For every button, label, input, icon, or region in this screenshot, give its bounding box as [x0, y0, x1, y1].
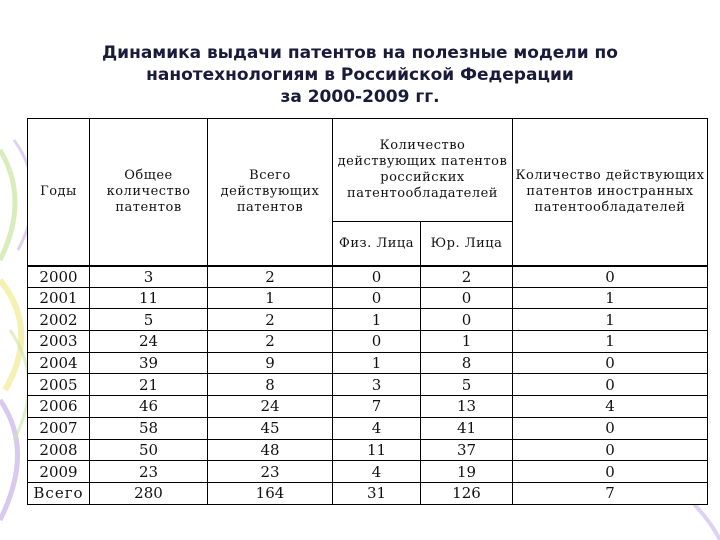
cell-legal: 19: [421, 461, 513, 483]
header-total-active: Всего действующих патентов: [208, 119, 333, 266]
table-row: [28, 461, 708, 483]
cell-individuals: 4: [333, 417, 421, 439]
table-row: [28, 266, 708, 288]
cell-foreign: 1: [513, 331, 708, 353]
cell-legal: 5: [421, 374, 513, 396]
cell-active: 1: [208, 287, 333, 309]
cell-year: 2002: [28, 309, 90, 331]
cell-legal: 1: [421, 331, 513, 353]
table-row: [28, 331, 708, 353]
table-row: [28, 374, 708, 396]
cell-active: 2: [208, 266, 333, 288]
cell-individuals: 31: [333, 482, 421, 504]
table-row: [28, 417, 708, 439]
header-individuals: Физ. Лица: [333, 222, 421, 266]
cell-year: 2006: [28, 396, 90, 418]
cell-foreign: 0: [513, 417, 708, 439]
cell-legal: 126: [421, 482, 513, 504]
cell-foreign: 7: [513, 482, 708, 504]
cell-legal: 0: [421, 287, 513, 309]
cell-legal: 13: [421, 396, 513, 418]
cell-active: 8: [208, 374, 333, 396]
table-row: [28, 396, 708, 418]
cell-individuals: 0: [333, 287, 421, 309]
title-line-1: Динамика выдачи патентов на полезные модели по: [102, 43, 618, 63]
cell-legal: 0: [421, 309, 513, 331]
cell-active: 48: [208, 439, 333, 461]
cell-total: 280: [90, 482, 208, 504]
cell-total: 46: [90, 396, 208, 418]
cell-total: 5: [90, 309, 208, 331]
cell-individuals: 11: [333, 439, 421, 461]
cell-total: 11: [90, 287, 208, 309]
cell-active: 9: [208, 352, 333, 374]
cell-individuals: 0: [333, 266, 421, 288]
cell-foreign: 1: [513, 309, 708, 331]
cell-year: 2001: [28, 287, 90, 309]
cell-year: 2009: [28, 461, 90, 483]
cell-foreign: 0: [513, 266, 708, 288]
cell-individuals: 7: [333, 396, 421, 418]
cell-year: 2004: [28, 352, 90, 374]
cell-individuals: 1: [333, 352, 421, 374]
cell-year: 2008: [28, 439, 90, 461]
table-row: [28, 439, 708, 461]
table-row: [28, 309, 708, 331]
title-line-3: за 2000-2009 гг.: [280, 87, 440, 107]
cell-total-label: Всего: [28, 482, 90, 504]
cell-total: 24: [90, 331, 208, 353]
header-foreign-holders: Количество действующих патентов иностранных патентообладателей: [513, 119, 708, 266]
cell-legal: 41: [421, 417, 513, 439]
cell-active: 45: [208, 417, 333, 439]
cell-foreign: 0: [513, 374, 708, 396]
cell-individuals: 4: [333, 461, 421, 483]
table-row: [28, 352, 708, 374]
cell-legal: 2: [421, 266, 513, 288]
cell-year: 2005: [28, 374, 90, 396]
header-years: Годы: [28, 119, 90, 266]
title-line-2: нанотехнологиям в Российской Федерации: [146, 65, 574, 85]
cell-active: 23: [208, 461, 333, 483]
cell-legal: 37: [421, 439, 513, 461]
table-row: [28, 287, 708, 309]
totals-row: [28, 482, 708, 504]
cell-foreign: 0: [513, 439, 708, 461]
cell-foreign: 0: [513, 461, 708, 483]
cell-foreign: 4: [513, 396, 708, 418]
cell-individuals: 3: [333, 374, 421, 396]
slide-title: [40, 42, 680, 108]
cell-active: 164: [208, 482, 333, 504]
cell-active: 24: [208, 396, 333, 418]
header-russian-holders: Количество действующих патентов российских патентообладателей: [333, 119, 513, 222]
cell-total: 3: [90, 266, 208, 288]
cell-active: 2: [208, 309, 333, 331]
patents-table: [27, 118, 708, 505]
cell-year: 2003: [28, 331, 90, 353]
cell-year: 2000: [28, 266, 90, 288]
header-total-patents: Общее количество патентов: [90, 119, 208, 266]
cell-foreign: 0: [513, 352, 708, 374]
cell-total: 39: [90, 352, 208, 374]
cell-total: 58: [90, 417, 208, 439]
cell-total: 23: [90, 461, 208, 483]
cell-foreign: 1: [513, 287, 708, 309]
cell-individuals: 0: [333, 331, 421, 353]
cell-total: 21: [90, 374, 208, 396]
header-legal-entities: Юр. Лица: [421, 222, 513, 266]
cell-total: 50: [90, 439, 208, 461]
cell-legal: 8: [421, 352, 513, 374]
cell-active: 2: [208, 331, 333, 353]
cell-individuals: 1: [333, 309, 421, 331]
cell-year: 2007: [28, 417, 90, 439]
